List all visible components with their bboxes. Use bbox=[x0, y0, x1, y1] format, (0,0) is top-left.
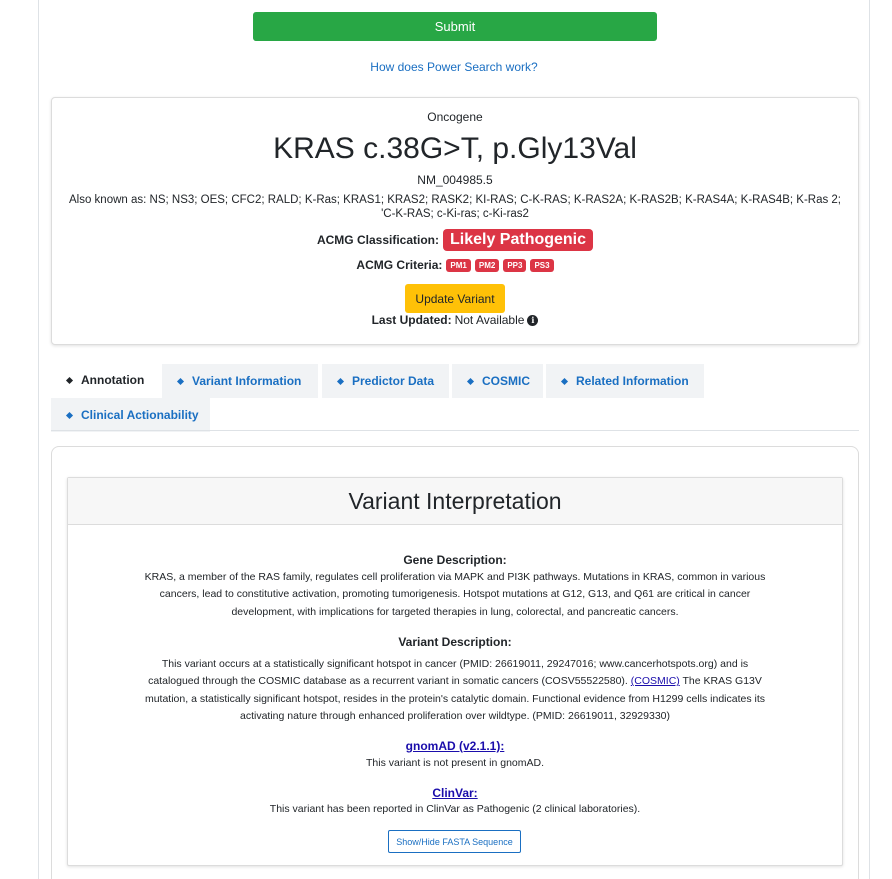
tab-predictor-data[interactable] bbox=[322, 364, 449, 398]
clinvar-link[interactable]: ClinVar: bbox=[432, 786, 478, 800]
criteria-badge-ps3: PS3 bbox=[530, 259, 553, 272]
variant-interpretation-title: Variant Interpretation bbox=[68, 478, 842, 525]
classification-badge: Likely Pathogenic bbox=[443, 229, 593, 251]
diamond-bullet-icon bbox=[467, 377, 474, 384]
acmg-classification-row bbox=[52, 229, 858, 251]
cosmic-link[interactable]: (COSMIC) bbox=[630, 675, 680, 688]
acmg-criteria-row bbox=[52, 258, 858, 272]
tab-variant-information[interactable] bbox=[162, 364, 318, 398]
clinvar-text: This variant has been reported in ClinVar as Pathogenic (2 clinical laboratories). bbox=[269, 803, 641, 815]
gnomad-text: This variant is not present in gnomAD. bbox=[366, 757, 544, 769]
tab-label: Variant Information bbox=[192, 374, 302, 388]
criteria-badge-pm2: PM2 bbox=[475, 259, 499, 272]
criteria-badge-pp3: PP3 bbox=[503, 259, 526, 272]
last-updated-row bbox=[52, 313, 858, 327]
acmg-classification-label: ACMG Classification: bbox=[316, 233, 439, 247]
gnomad-link[interactable]: gnomAD (v2.1.1): bbox=[405, 739, 505, 753]
tab-label: Related Information bbox=[576, 374, 689, 388]
variant-description-part2: The KRAS G13V mutation, a statistically significant hotspot, resides in the protein's catalytic domain. Functional evidence from H1299 cells indicates its activating nature through enhanced proliferation over wildtype. (PMID: 26619011, 32929330) bbox=[144, 675, 766, 722]
also-known-as: Also known as: NS; NS3; OES; CFC2; RALD; K-Ras; KRAS1; KRAS2; RASK2; KI-RAS; C-K-RAS; K-RAS2A; K-RAS2B; K-RAS4A; K-RAS4B; K-Ras 2; 'C-K-RAS; c-Ki-ras; c-Ki-ras2 bbox=[68, 194, 842, 220]
diamond-bullet-icon bbox=[337, 377, 344, 384]
toggle-fasta-button[interactable]: Show/Hide FASTA Sequence bbox=[388, 830, 521, 853]
info-icon[interactable]: i bbox=[527, 315, 538, 326]
submit-button[interactable]: Submit bbox=[253, 12, 657, 41]
gene-description-title: Gene Description: bbox=[403, 553, 507, 567]
diamond-bullet-icon bbox=[66, 411, 73, 418]
tab-annotation[interactable] bbox=[51, 363, 161, 397]
transcript-accession: NM_004985.5 bbox=[417, 173, 493, 187]
diamond-bullet-icon bbox=[561, 377, 568, 384]
page-border-right bbox=[869, 0, 870, 879]
tab-related-information[interactable] bbox=[546, 364, 704, 398]
tab-label: Predictor Data bbox=[352, 374, 435, 388]
variant-interpretation-card bbox=[67, 477, 843, 866]
variant-description-title: Variant Description: bbox=[398, 635, 512, 649]
criteria-badge-pm1: PM1 bbox=[446, 259, 470, 272]
tabs-divider bbox=[51, 430, 859, 431]
tab-label: COSMIC bbox=[482, 374, 530, 388]
diamond-bullet-icon bbox=[66, 376, 73, 383]
update-variant-button[interactable]: Update Variant bbox=[405, 284, 505, 313]
tab-label: Annotation bbox=[81, 373, 145, 387]
variant-description-text bbox=[144, 656, 766, 725]
variant-summary-card bbox=[51, 97, 859, 345]
last-updated-value: Not Available bbox=[454, 313, 525, 327]
tab-clinical-actionability[interactable] bbox=[51, 398, 210, 432]
tab-label: Clinical Actionability bbox=[81, 408, 199, 422]
page-border-left bbox=[38, 0, 39, 879]
acmg-criteria-label: ACMG Criteria: bbox=[356, 258, 443, 272]
diamond-bullet-icon bbox=[177, 377, 184, 384]
tab-cosmic[interactable] bbox=[452, 364, 543, 398]
gene-description-text: KRAS, a member of the RAS family, regulates cell proliferation via MAPK and PI3K pathways. Mutations in KRAS, common in various cancers, lead to constitutive activation, promoting tumorigenesis. Hotspot mutations at G12, G13, and Q61 are critical in cancer development, with implications for targeted therapies in lung, colorectal, and pancreatic cancers. bbox=[144, 571, 766, 618]
last-updated-label: Last Updated: bbox=[371, 313, 452, 327]
variant-description-part1: This variant occurs at a statistically significant hotspot in cancer (PMID: 26619011, 29247016; www.cancerhotspots.org) and is catalogued through the COSMIC database as a recurrent variant in somatic cancers (COSV55522580). bbox=[148, 658, 749, 688]
power-search-help-link[interactable]: How does Power Search work? bbox=[370, 60, 538, 74]
gene-type-label: Oncogene bbox=[427, 110, 483, 124]
variant-title: KRAS c.38G>T, p.Gly13Val bbox=[273, 132, 637, 165]
